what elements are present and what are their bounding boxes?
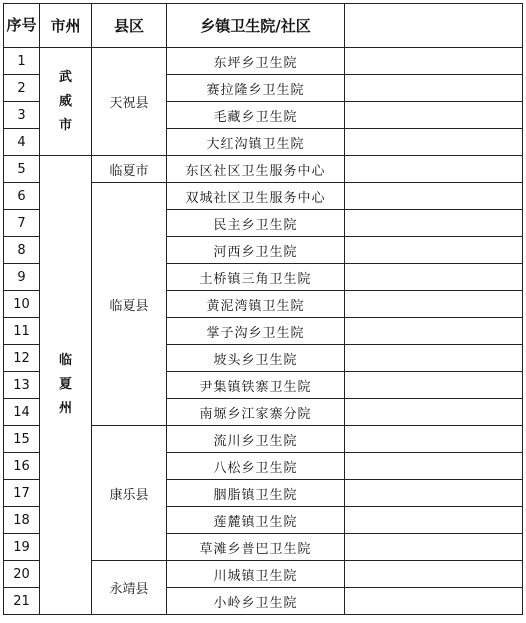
row-seq: 12 — [4, 345, 40, 372]
header-institution: 乡镇卫生院/社区 — [167, 4, 345, 48]
row-seq: 2 — [4, 75, 40, 102]
row-institution: 河西乡卫生院 — [167, 237, 345, 264]
row-institution: 双城社区卫生服务中心 — [167, 183, 345, 210]
row-seq: 4 — [4, 129, 40, 156]
header-extra — [345, 4, 523, 48]
county-cell: 康乐县 — [92, 426, 167, 561]
row-extra — [345, 318, 523, 345]
row-extra — [345, 210, 523, 237]
row-institution: 东坪乡卫生院 — [167, 48, 345, 75]
table-row — [4, 48, 523, 75]
row-extra — [345, 48, 523, 75]
row-seq: 1 — [4, 48, 40, 75]
row-institution: 胭脂镇卫生院 — [167, 480, 345, 507]
row-institution: 川城镇卫生院 — [167, 561, 345, 588]
row-seq: 15 — [4, 426, 40, 453]
county-cell: 临夏市 — [92, 156, 167, 183]
row-extra — [345, 480, 523, 507]
row-extra — [345, 345, 523, 372]
row-seq: 9 — [4, 264, 40, 291]
row-seq: 16 — [4, 453, 40, 480]
city-cell — [40, 48, 92, 156]
county-cell: 永靖县 — [92, 561, 167, 615]
row-seq: 8 — [4, 237, 40, 264]
row-institution: 坡头乡卫生院 — [167, 345, 345, 372]
row-institution: 小岭乡卫生院 — [167, 588, 345, 615]
row-institution: 民主乡卫生院 — [167, 210, 345, 237]
header-seq: 序号 — [4, 4, 40, 48]
row-institution: 尹集镇铁寨卫生院 — [167, 372, 345, 399]
row-extra — [345, 237, 523, 264]
row-institution: 黄泥湾镇卫生院 — [167, 291, 345, 318]
row-seq: 7 — [4, 210, 40, 237]
row-extra — [345, 399, 523, 426]
header-city: 市州 — [40, 4, 92, 48]
row-institution: 毛藏乡卫生院 — [167, 102, 345, 129]
row-extra — [345, 588, 523, 615]
row-seq: 3 — [4, 102, 40, 129]
row-institution: 大红沟镇卫生院 — [167, 129, 345, 156]
row-seq: 13 — [4, 372, 40, 399]
row-institution: 莲麓镇卫生院 — [167, 507, 345, 534]
row-extra — [345, 534, 523, 561]
row-seq: 17 — [4, 480, 40, 507]
row-extra — [345, 507, 523, 534]
city-cell — [40, 156, 92, 615]
row-extra — [345, 291, 523, 318]
city-name: 临夏州 — [58, 353, 72, 416]
row-seq: 18 — [4, 507, 40, 534]
row-extra — [345, 129, 523, 156]
row-extra — [345, 75, 523, 102]
table-body — [4, 48, 523, 615]
row-extra — [345, 426, 523, 453]
row-institution: 掌子沟乡卫生院 — [167, 318, 345, 345]
county-cell: 天祝县 — [92, 48, 167, 156]
row-seq: 20 — [4, 561, 40, 588]
row-seq: 6 — [4, 183, 40, 210]
row-institution: 土桥镇三角卫生院 — [167, 264, 345, 291]
row-extra — [345, 453, 523, 480]
row-extra — [345, 264, 523, 291]
row-seq: 11 — [4, 318, 40, 345]
row-extra — [345, 372, 523, 399]
row-seq: 19 — [4, 534, 40, 561]
row-seq: 5 — [4, 156, 40, 183]
health-center-table — [3, 3, 523, 615]
header-county: 县区 — [92, 4, 167, 48]
row-extra — [345, 561, 523, 588]
county-cell: 临夏县 — [92, 183, 167, 426]
row-institution: 南塬乡江家寨分院 — [167, 399, 345, 426]
row-institution: 赛拉隆乡卫生院 — [167, 75, 345, 102]
header-row — [4, 4, 523, 48]
row-extra — [345, 102, 523, 129]
row-seq: 10 — [4, 291, 40, 318]
row-institution: 草滩乡普巴卫生院 — [167, 534, 345, 561]
row-seq: 21 — [4, 588, 40, 615]
row-institution: 东区社区卫生服务中心 — [167, 156, 345, 183]
row-seq: 14 — [4, 399, 40, 426]
city-name: 武威市 — [58, 69, 72, 133]
row-institution: 流川乡卫生院 — [167, 426, 345, 453]
table-row — [4, 156, 523, 183]
row-institution: 八松乡卫生院 — [167, 453, 345, 480]
row-extra — [345, 156, 523, 183]
row-extra — [345, 183, 523, 210]
